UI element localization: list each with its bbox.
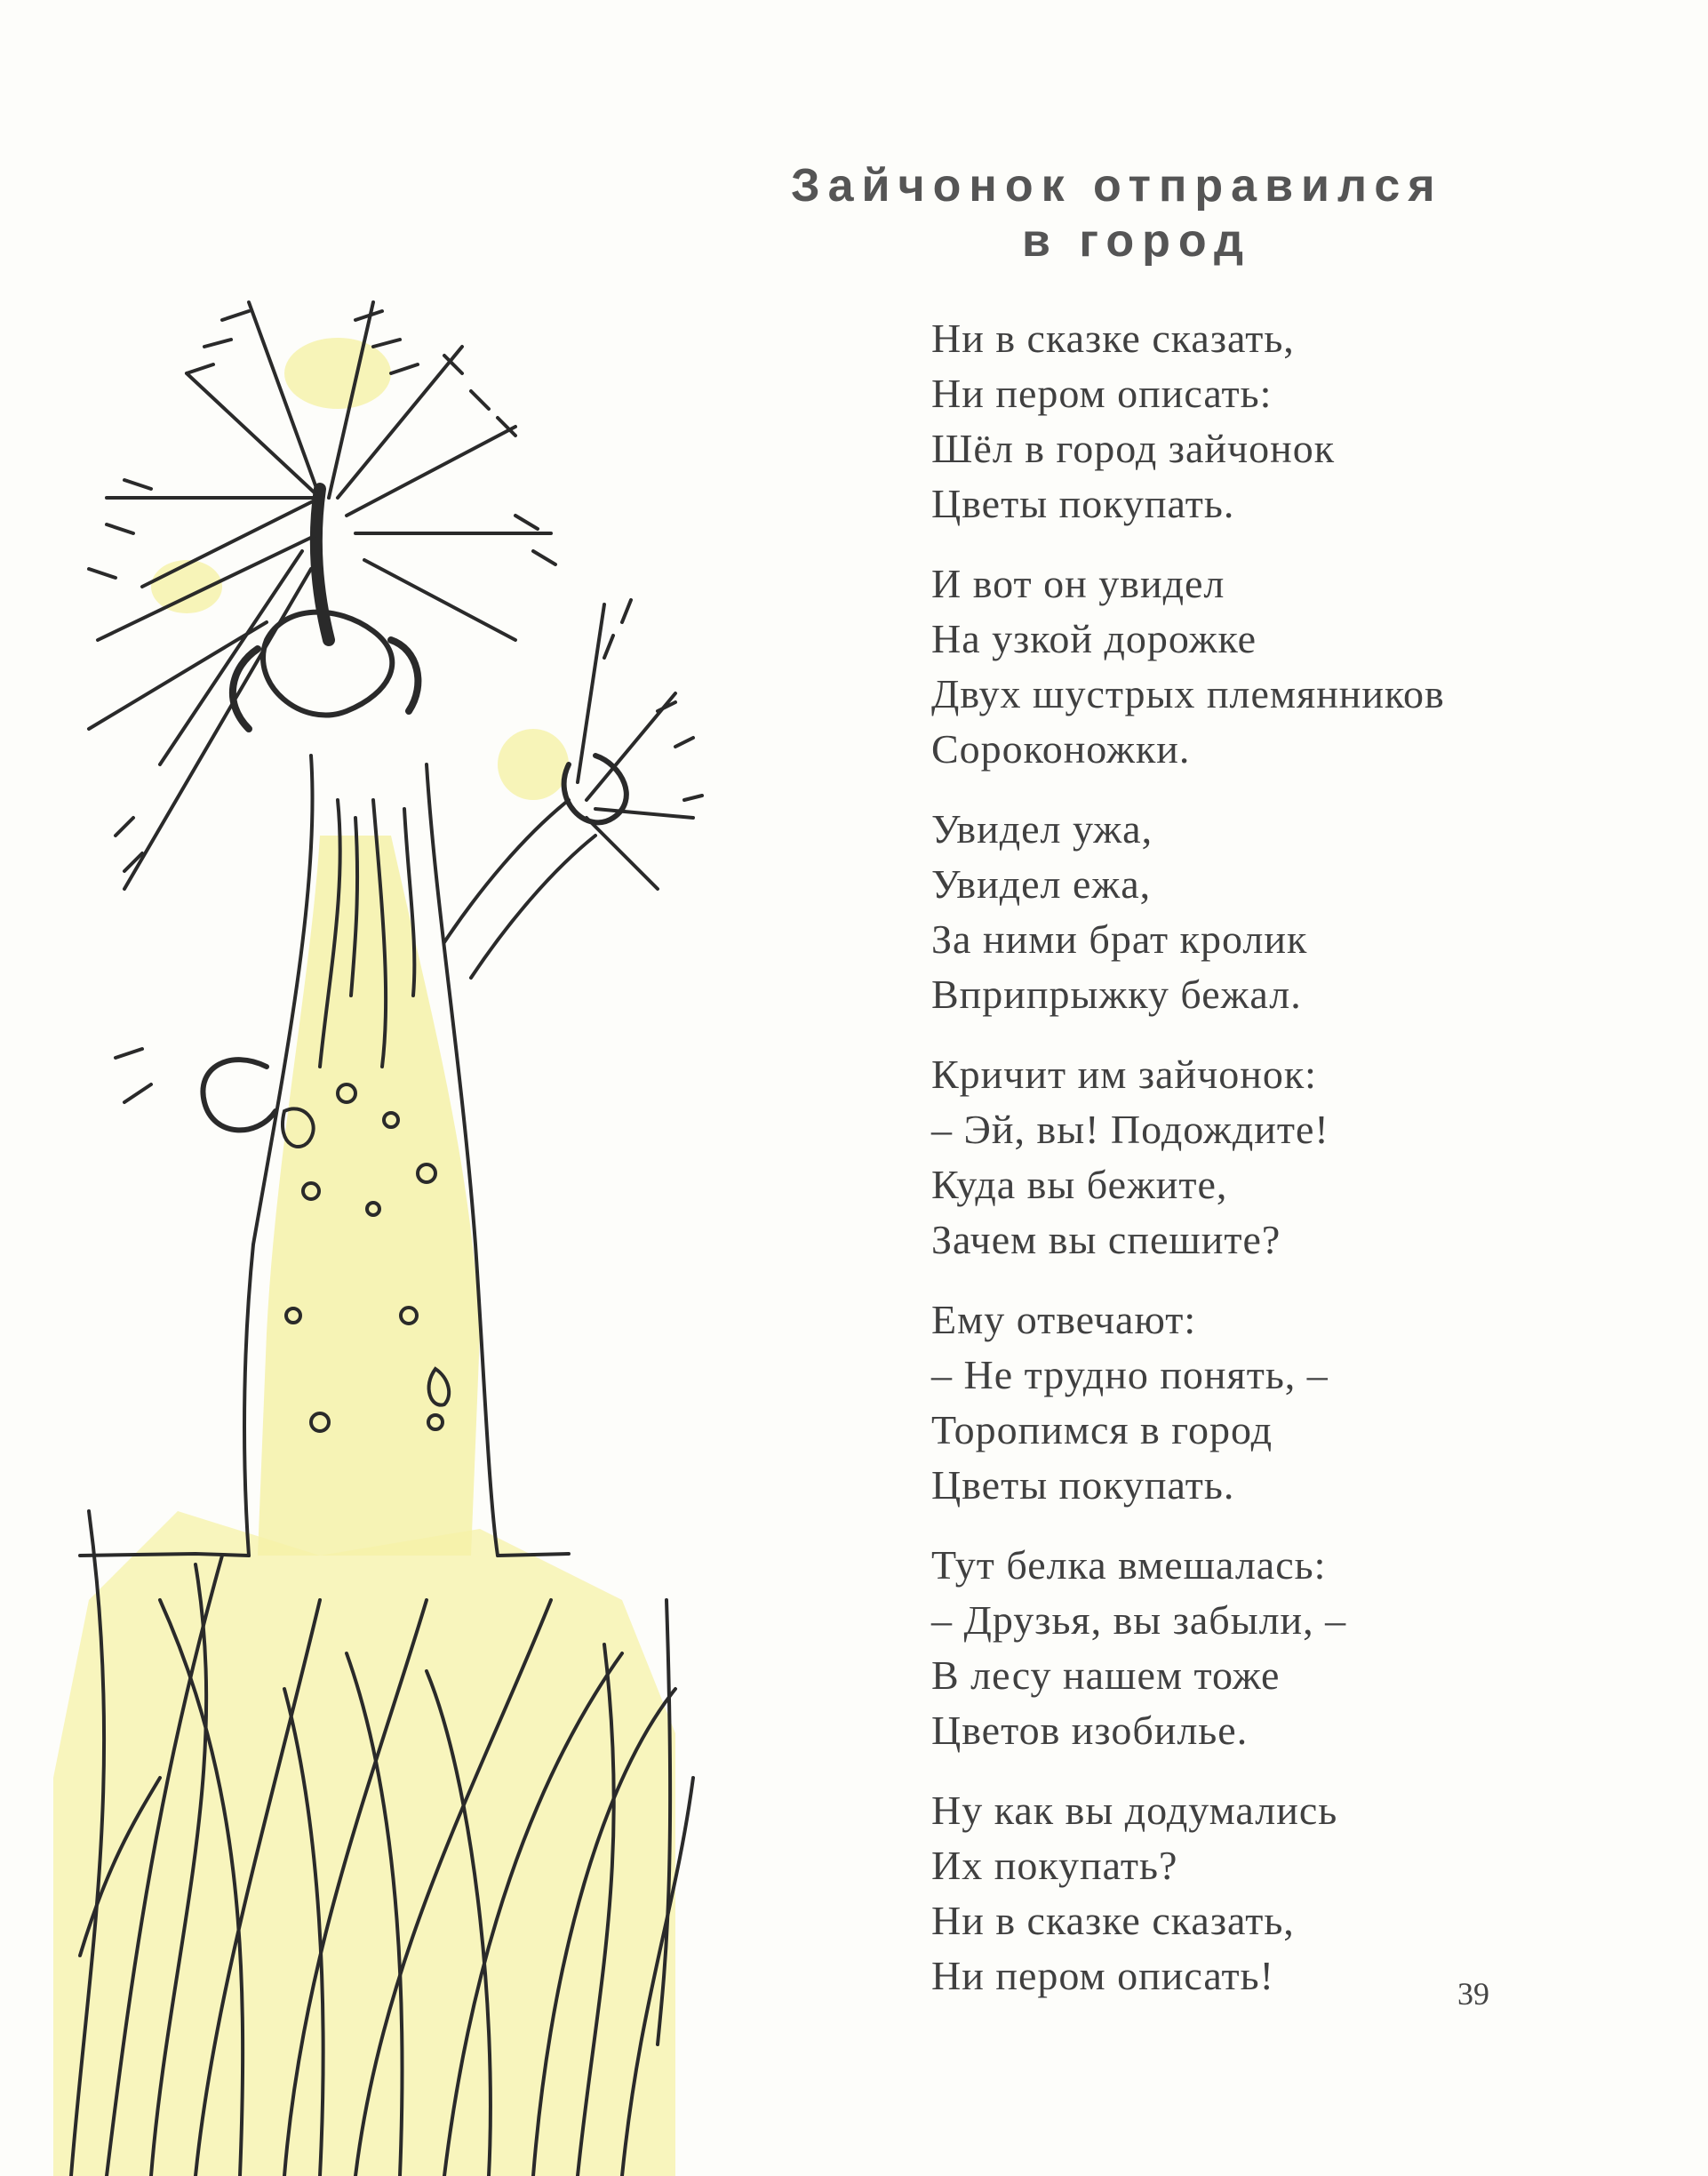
poem-line: В лесу нашем тоже [931,1652,1281,1698]
poem-line: Тут белка вмешалась: [931,1542,1327,1588]
poem-line: Ни пером описать: [931,371,1273,416]
poem-line: Их покупать? [931,1843,1178,1888]
poem-line: – Не трудно понять, – [931,1352,1329,1397]
stanza-5 [931,1292,1607,1513]
tree-illustration [53,267,729,2176]
poem-title [782,158,1582,268]
page-number: 39 [1457,1976,1489,2012]
poem-line: Торопимся в город [931,1407,1273,1452]
stanza-6 [931,1538,1607,1758]
poem-line: Ни в сказке сказать, [931,316,1295,361]
title-line-1: Зайчонок отправился [791,160,1443,212]
poem-line: И вот он увидел [931,561,1225,606]
poem-line: Зачем вы спешите? [931,1217,1281,1262]
poem-line: Увидел ежа, [931,861,1152,907]
poem-line: Цветы покупать. [931,481,1235,526]
poem-line: Ему отвечают: [931,1297,1197,1342]
poem-line: Ни пером описать! [931,1953,1274,1998]
title-line-2: в город [1022,215,1251,267]
poem-body [931,311,1607,2028]
poem-line: За ними брат кролик [931,916,1308,962]
poem-line: Увидел ужа, [931,806,1153,852]
poem-line: Ну как вы додумались [931,1788,1338,1833]
stanza-7 [931,1783,1607,2004]
poem-line: Цветов изобилье. [931,1708,1249,1753]
poem-line: Кричит им зайчонок: [931,1052,1317,1097]
poem-line: Куда вы бежите, [931,1162,1228,1207]
stanza-4 [931,1047,1607,1268]
poem-line: – Эй, вы! Подождите! [931,1107,1329,1152]
stanza-3 [931,802,1607,1022]
poem-line: Шёл в город зайчонок [931,426,1336,471]
poem-line: Двух шустрых племянников [931,671,1445,716]
poem-line: Цветы покупать. [931,1462,1235,1508]
stanza-2 [931,556,1607,777]
stanza-1 [931,311,1607,532]
poem-line: На узкой дорожке [931,616,1257,661]
poem-line: Ни в сказке сказать, [931,1898,1295,1943]
poem-line: Вприпрыжку бежал. [931,972,1302,1017]
poem-line: – Друзья, вы забыли, – [931,1597,1347,1643]
poem-line: Сороконожки. [931,726,1191,772]
